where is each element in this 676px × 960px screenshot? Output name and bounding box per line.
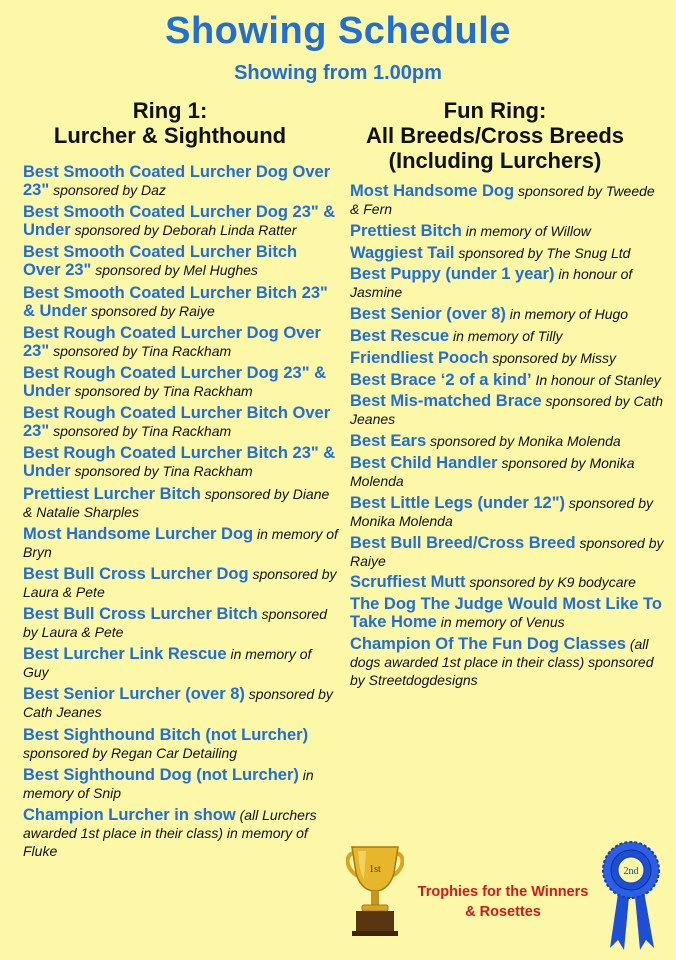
fun-ring-class-entry [350, 432, 665, 450]
class-sponsor: sponsored by Missy [492, 349, 617, 366]
class-name: Best Smooth Coated Lurcher Dog Over 23" [23, 163, 331, 199]
trophy-label: 1st [369, 864, 381, 875]
class-name: Best Rescue [350, 326, 450, 345]
class-name: Prettiest Lurcher Bitch [23, 484, 201, 503]
ring1-class-entry [23, 444, 338, 480]
prize-note [398, 882, 608, 922]
fun-ring-heading-line3: (Including Lurchers) [388, 148, 602, 173]
class-name: Best Rough Coated Lurcher Dog 23" & Under [23, 363, 327, 400]
fun-ring-class-entry [350, 182, 665, 218]
ring1-class-list [23, 163, 338, 864]
page-subtitle: Showing from 1.00pm [234, 62, 442, 84]
class-sponsor: sponsored by Deborah Linda Ratter [74, 222, 297, 239]
class-sponsor: in memory of Bryn [23, 525, 338, 560]
class-sponsor: in memory of Tilly [452, 327, 563, 344]
class-sponsor: in memory of Hugo [509, 306, 629, 323]
fun-ring-heading-line2: All Breeds/Cross Breeds [366, 123, 624, 148]
ring1-class-entry [23, 525, 338, 561]
class-sponsor: sponsored by Tina Rackham [53, 342, 232, 359]
class-sponsor: sponsored by K9 bodycare [469, 574, 636, 591]
class-sponsor: sponsored by Monika Molenda [350, 494, 653, 529]
class-sponsor: sponsored by Tina Rackham [74, 463, 253, 480]
fun-ring-heading-line1: Fun Ring: [443, 98, 547, 123]
class-name: Best Mis-matched Brace [350, 392, 542, 411]
class-name: Best Smooth Coated Lurcher Bitch 23" & Under [23, 283, 328, 320]
class-name: Best Bull Cross Lurcher Bitch [23, 605, 258, 624]
trophy-icon [346, 845, 404, 937]
ring1-class-entry [23, 243, 338, 279]
class-name: Best Lurcher Link Rescue [23, 645, 227, 664]
ring1-class-entry [23, 645, 338, 681]
class-sponsor: sponsored by Diane & Natalie Sharples [23, 485, 330, 520]
class-sponsor: sponsored by Mel Hughes [95, 262, 258, 279]
class-sponsor: sponsored by Raiye [350, 534, 664, 569]
ring1-class-entry [23, 364, 338, 400]
fun-ring-class-entry [350, 534, 665, 570]
class-name: Waggiest Tail [350, 243, 455, 262]
class-name: Best Bull Cross Lurcher Dog [23, 564, 249, 583]
class-sponsor: sponsored by Daz [53, 182, 166, 198]
class-name: Best Bull Breed/Cross Breed [350, 533, 576, 552]
fun-ring-class-entry [350, 371, 665, 389]
class-sponsor: in honour of Jasmine [350, 266, 633, 301]
class-name: Best Little Legs (under 12") [350, 493, 566, 512]
class-name: Best Rough Coated Lurcher Bitch 23" & Under [23, 444, 336, 481]
ring1-class-entry [23, 565, 338, 601]
ring1-heading-line1: Ring 1: [132, 98, 208, 123]
class-sponsor: sponsored by The Snug Ltd [458, 244, 631, 261]
class-name: Best Brace ‘2 of a kind’ [350, 370, 532, 389]
fun-ring-class-entry [350, 327, 665, 345]
fun-ring-class-list [350, 182, 665, 693]
class-sponsor: sponsored by Cath Jeanes [350, 393, 664, 428]
class-sponsor: in memory of Willow [465, 222, 591, 239]
fun-ring-class-entry [350, 494, 665, 530]
class-sponsor: in memory of Venus [440, 614, 565, 631]
class-sponsor: in memory of Snip [23, 766, 314, 801]
ring1-class-entry [23, 284, 338, 320]
class-name: Best Puppy (under 1 year) [350, 265, 555, 284]
fun-ring-class-entry [350, 265, 665, 301]
class-name: The Dog The Judge Would Most Like To Take Home [350, 595, 662, 632]
class-name: Best Ears [350, 432, 427, 451]
class-name: Prettiest Bitch [350, 221, 462, 240]
ring1-class-entry [23, 203, 338, 239]
rosette-label: 2nd [623, 866, 639, 877]
fun-ring-class-entry [350, 392, 665, 428]
fun-ring-class-entry [350, 635, 665, 689]
class-name: Scruffiest Mutt [350, 573, 466, 592]
class-name: Champion Of The Fun Dog Classes [350, 634, 626, 653]
class-name: Best Smooth Coated Lurcher Dog 23" & Under [23, 203, 336, 240]
class-name: Best Sighthound Bitch (not Lurcher) [23, 725, 309, 744]
fun-ring-class-entry [350, 349, 665, 367]
page-title: Showing Schedule [165, 10, 511, 52]
class-name: Champion Lurcher in show [23, 806, 236, 824]
class-name: Best Senior Lurcher (over 8) [23, 685, 245, 704]
class-sponsor: sponsored by Monika Molenda [350, 454, 635, 489]
class-sponsor: sponsored by Tina Rackham [74, 382, 253, 399]
ring1-class-entry [23, 404, 338, 440]
class-sponsor: in memory of Guy [23, 646, 312, 681]
class-sponsor: sponsored by Laura & Pete [23, 565, 337, 600]
class-sponsor: sponsored by Monika Molenda [430, 433, 621, 450]
rosette-icon [600, 840, 662, 952]
class-name: Best Senior (over 8) [350, 305, 506, 324]
class-sponsor: (all dogs awarded 1st place in their class) sponsored by Streetdogdesigns [350, 635, 654, 688]
class-sponsor: sponsored by Raiye [91, 302, 215, 319]
fun-ring-class-entry [350, 573, 665, 591]
ring1-heading [20, 98, 320, 148]
fun-ring-class-entry [350, 244, 665, 262]
class-name: Best Child Handler [350, 453, 498, 472]
prize-note-line2: & Rosettes [465, 904, 541, 920]
ring1-class-entry [23, 806, 338, 860]
ring1-class-entry [23, 163, 338, 199]
ring1-class-entry [23, 485, 338, 521]
ring1-class-entry [23, 726, 338, 762]
ring1-class-entry [23, 685, 338, 721]
class-name: Best Rough Coated Lurcher Dog Over 23" [23, 323, 321, 360]
prize-note-line1: Trophies for the Winners [417, 884, 589, 900]
ring1-heading-line2: Lurcher & Sighthound [53, 123, 287, 148]
class-name: Friendliest Pooch [350, 348, 489, 367]
fun-ring-class-entry [350, 305, 665, 323]
class-name: Most Handsome Dog [350, 182, 515, 200]
class-sponsor: sponsored by Cath Jeanes [23, 686, 333, 721]
class-sponsor: sponsored by Tweede & Fern [350, 183, 655, 217]
class-name: Most Handsome Lurcher Dog [23, 524, 254, 543]
class-name: Best Rough Coated Lurcher Bitch Over 23" [23, 404, 331, 441]
class-sponsor: sponsored by Laura & Pete [23, 606, 327, 641]
fun-ring-heading [345, 98, 645, 173]
fun-ring-class-entry [350, 454, 665, 490]
class-sponsor: In honour of Stanley [535, 371, 661, 388]
class-name: Best Smooth Coated Lurcher Bitch Over 23" [23, 243, 298, 280]
ring1-class-entry [23, 324, 338, 360]
class-sponsor: sponsored by Tina Rackham [53, 423, 232, 440]
fun-ring-class-entry [350, 595, 665, 631]
ring1-class-entry [23, 766, 338, 802]
class-name: Best Sighthound Dog (not Lurcher) [23, 765, 299, 784]
fun-ring-class-entry [350, 222, 665, 240]
class-sponsor: sponsored by Regan Car Detailing [23, 744, 238, 761]
class-sponsor: (all Lurchers awarded 1st place in their class) in memory of Fluke [23, 807, 317, 859]
ring1-class-entry [23, 605, 338, 641]
